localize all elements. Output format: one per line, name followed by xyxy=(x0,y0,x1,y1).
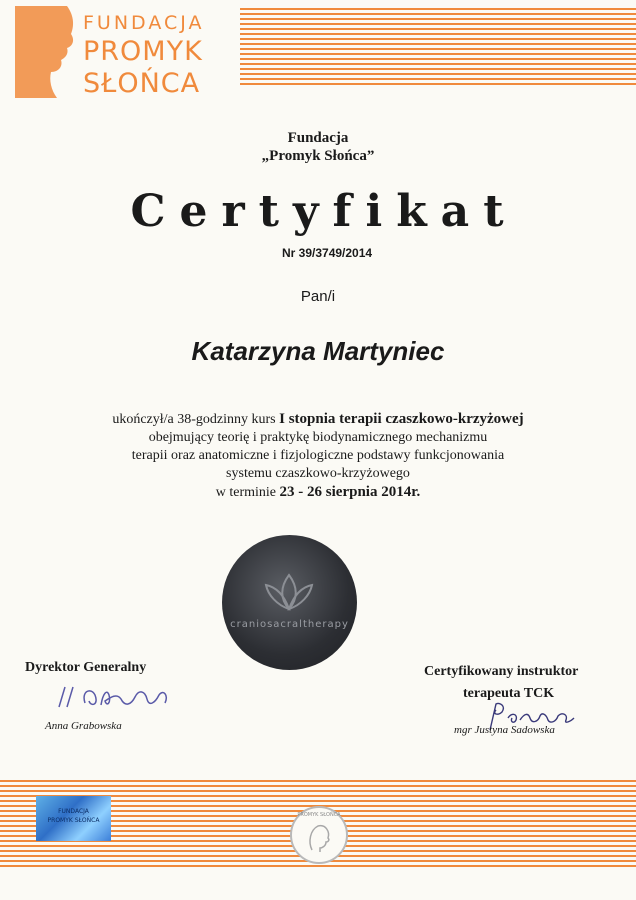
logo-line-slonca: SŁOŃCA xyxy=(83,68,201,99)
body-line-2: obejmujący teorię i praktykę biodynamicznego mechanizmu xyxy=(148,430,488,445)
body-line-5-text: w terminie xyxy=(215,485,280,500)
signatory-left-name: Anna Grabowska xyxy=(45,720,122,732)
course-level: I stopnia terapii czaszkowo-krzyżowej xyxy=(279,411,524,427)
logo-line-promyk: PROMYK xyxy=(83,36,203,67)
body-line-5 xyxy=(80,483,556,502)
decorative-stripes-top xyxy=(240,8,636,88)
certificate-title: Certyfikat xyxy=(130,186,518,237)
salutation: Pan/i xyxy=(300,288,336,305)
signatory-left-title: Dyrektor Generalny xyxy=(25,660,147,675)
certificate-body xyxy=(80,410,556,502)
organization-subname: „Promyk Słońca” xyxy=(261,148,375,164)
signature-left xyxy=(55,683,175,711)
hologram-line-1: FUNDACJA xyxy=(58,808,89,815)
head-silhouette-icon xyxy=(15,6,77,98)
body-line-3: terapii oraz anatomiczne i fizjologiczne podstawy funkcjonowania xyxy=(131,448,505,463)
logo-line-fundacja: FUNDACJA xyxy=(83,12,205,34)
body-line-1-text: ukończył/a 38-godzinny kurs xyxy=(112,412,280,427)
course-dates: 23 - 26 sierpnia 2014r. xyxy=(279,484,421,500)
embossed-seal xyxy=(222,535,357,670)
recipient-name: Katarzyna Martyniec xyxy=(191,336,445,366)
signatory-right-subtitle: terapeuta TCK xyxy=(463,686,555,701)
lotus-icon xyxy=(222,535,357,670)
signatory-right-name: mgr Justyna Sadowska xyxy=(454,724,555,736)
stamp-head-icon xyxy=(292,808,346,862)
hologram-line-2: PROMYK SŁOŃCA xyxy=(47,817,100,824)
body-line-1 xyxy=(80,410,556,429)
hologram-sticker xyxy=(36,796,111,841)
stamp-text: PROMYK SŁOŃCA xyxy=(297,812,341,818)
foundation-logo xyxy=(15,6,240,98)
organization-name: Fundacja xyxy=(287,130,349,146)
foundation-stamp xyxy=(290,806,348,864)
body-line-4: systemu czaszkowo-krzyżowego xyxy=(226,466,410,481)
signatory-right-title: Certyfikowany instruktor xyxy=(424,664,579,679)
seal-text: craniosacraltherapy xyxy=(230,619,349,630)
certificate-number: Nr 39/3749/2014 xyxy=(282,246,373,260)
